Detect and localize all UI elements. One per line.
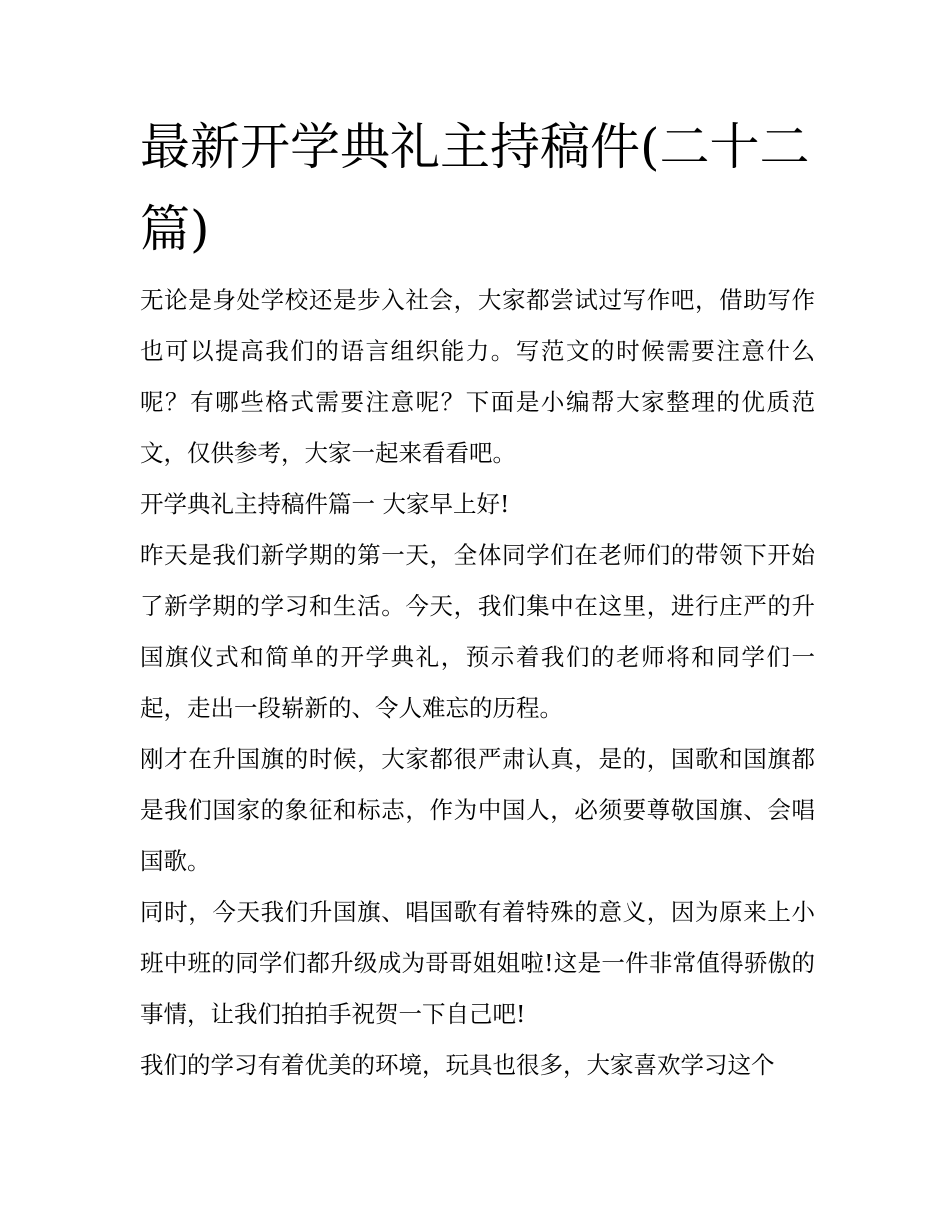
body-paragraph: 昨天是我们新学期的第一天，全体同学们在老师们的带领下开始了新学期的学习和生活。今天，我们集中在这里，进行庄严的升国旗仪式和简单的开学典礼，预示着我们的老师将和同学们一起，走出一段崭新的、令人难忘的历程。 (140, 541, 815, 722)
body-paragraph: 刚才在升国旗的时候，大家都很严肃认真，是的，国歌和国旗都是我们国家的象征和标志，作为中国人，必须要尊敬国旗、会唱国歌。 (140, 745, 815, 875)
document-body (140, 275, 815, 1091)
document-title: 最新开学典礼主持稿件(二十二篇) (140, 118, 810, 258)
body-paragraph: 同时，今天我们升国旗、唱国歌有着特殊的意义，因为原来上小班中班的同学们都升级成为哥哥姐姐啦!这是一件非常值得骄傲的事情，让我们拍拍手祝贺一下自己吧! (140, 898, 815, 1028)
body-paragraph: 我们的学习有着优美的环境，玩具也很多，大家喜欢学习这个 (140, 1051, 775, 1079)
section-heading-paragraph: 开学典礼主持稿件篇一 大家早上好! (140, 490, 510, 518)
intro-paragraph: 无论是身处学校还是步入社会，大家都尝试过写作吧，借助写作也可以提高我们的语言组织能力。写范文的时候需要注意什么呢？有哪些格式需要注意呢？下面是小编帮大家整理的优质范文，仅供参考，大家一起来看看吧。 (140, 286, 815, 467)
